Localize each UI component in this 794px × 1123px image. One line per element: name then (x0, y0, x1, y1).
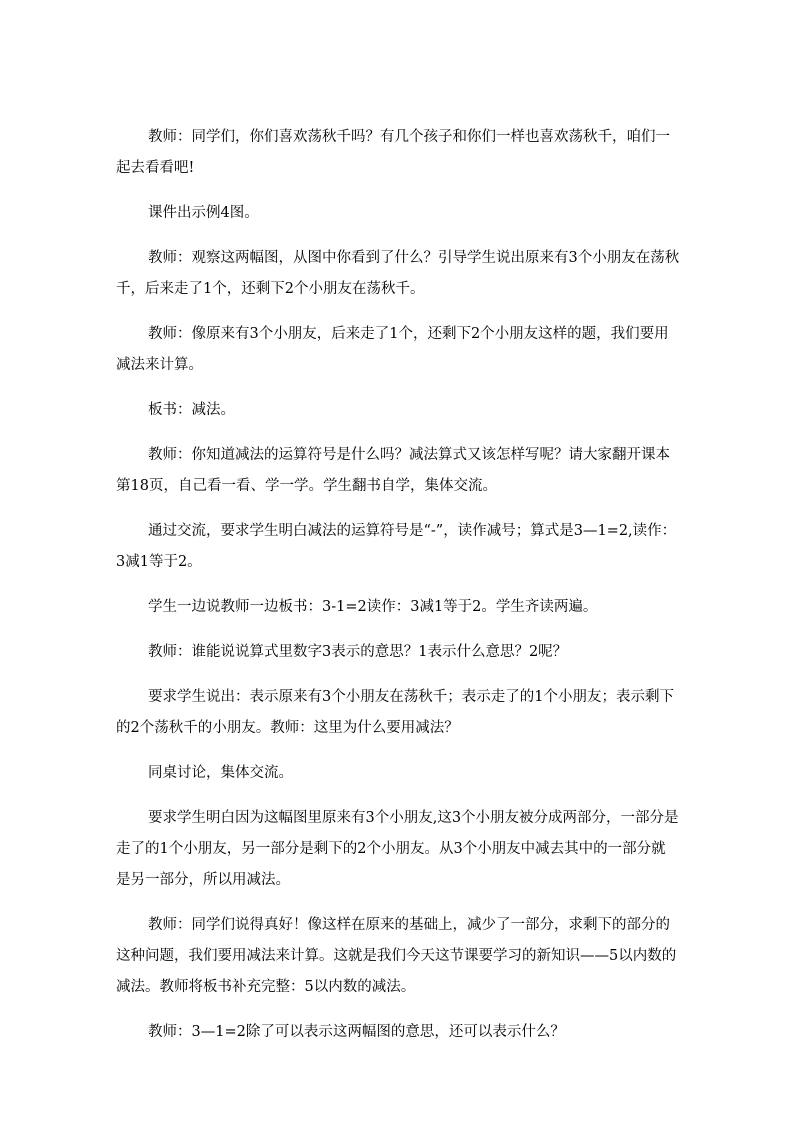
document-body (116, 122, 680, 1062)
paragraph: 教师：3—1=2除了可以表示这两幅图的意思，还可以表示什么？ (148, 1024, 565, 1040)
paragraph: 同桌讨论，集体交流。 (148, 765, 293, 781)
paragraph: 学生一边说教师一边板书：3-1=2读作：3减1等于2。学生齐读两遍。 (148, 599, 598, 615)
paragraph: 教师：你知道减法的运算符号是什么吗？减法算式又该怎样写呢？请大家翻开课本第18页，自己看一看、学一学。学生翻书自学，集体交流。 (116, 447, 670, 494)
paragraph: 课件出示例4图。 (148, 205, 259, 221)
paragraph: 教师：同学们说得真好！像这样在原来的基础上，减少了一部分，求剩下的部分的这种问题，我们要用减法来计算。这就是我们今天这节课要学习的新知识——5以内数的减法。教师将板书补充完整：5以内数的减法。 (116, 917, 677, 995)
paragraph: 要求学生明白因为这幅图里原来有3个小朋友,这3个小朋友被分成两部分，一部分是走了的1个小朋友，另一部分是剩下的2个小朋友。从3个小朋友中减去其中的一部分就是另一部分，所以用减法。 (116, 810, 679, 888)
paragraph: 教师：像原来有3个小朋友，后来走了1个，还剩下2个小朋友这样的题，我们要用减法来计算。 (116, 326, 669, 373)
paragraph: 教师：观察这两幅图，从图中你看到了什么？引导学生说出原来有3个小朋友在荡秋千，后来走了1个，还剩下2个小朋友在荡秋千。 (116, 250, 680, 297)
paragraph: 教师：同学们，你们喜欢荡秋千吗？有几个孩子和你们一样也喜欢荡秋千，咱们一起去看看吧! (116, 129, 670, 176)
paragraph: 教师：谁能说说算式里数字3表示的意思？1表示什么意思？2呢？ (148, 644, 568, 660)
paragraph: 板书：减法。 (148, 402, 235, 418)
paragraph: 通过交流，要求学生明白减法的运算符号是“-”，读作减号；算式是3—1=2,读作：3减1等于2。 (116, 523, 677, 570)
paragraph: 要求学生说出：表示原来有3个小朋友在荡秋千；表示走了的1个小朋友；表示剩下的2个荡秋千的小朋友。教师：这里为什么要用减法？ (116, 689, 674, 736)
